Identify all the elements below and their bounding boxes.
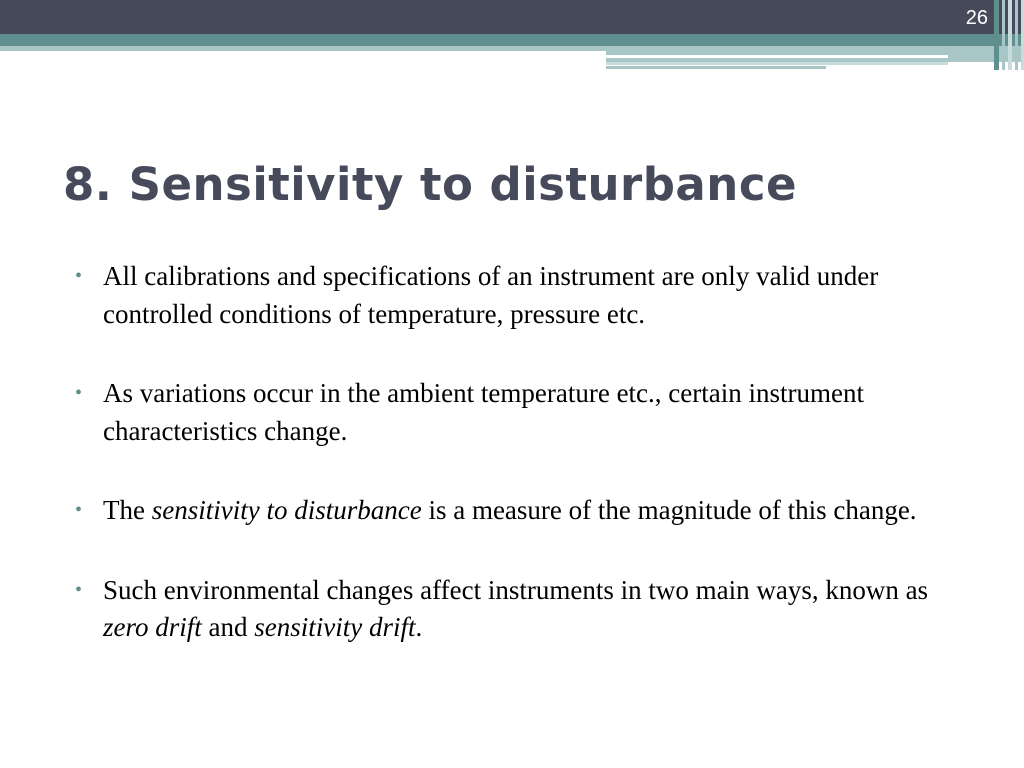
slide-number: 26 (965, 7, 988, 29)
emphasized-term: sensitivity to disturbance (151, 495, 422, 525)
bullet-text-segment: Such environmental changes affect instruments in two main ways, known as (103, 574, 929, 605)
bullet-text (103, 495, 917, 525)
emphasized-term: zero drift (103, 612, 202, 642)
header-accent-band (0, 34, 1024, 46)
bullet-text-segment: . (415, 612, 423, 642)
header-divider-line (606, 55, 948, 58)
emphasized-term: sensitivity drift (254, 612, 416, 642)
header-accent-block (606, 46, 1024, 62)
bullet-text-segment: is a measure of the magnitude of this change. (421, 495, 917, 525)
bullet-text: All calibrations and specifications of an instrument are only valid under controlled conditions of temperature, pressure etc. (103, 261, 879, 329)
bullet-text-segment: The (103, 495, 152, 525)
slide-title: 8. Sensitivity to disturbance (63, 158, 798, 211)
bullet-marker: • (75, 499, 83, 521)
header-divider-line (606, 66, 826, 69)
bullet-text (103, 575, 928, 643)
bullet-list (75, 258, 955, 647)
header-divider-line (606, 62, 948, 65)
bullet-item (75, 572, 955, 647)
header-vertical-bars (994, 0, 1024, 70)
bullet-marker: • (75, 578, 83, 601)
header-band (0, 0, 1024, 34)
bullet-item (75, 375, 955, 450)
bullet-marker: • (75, 382, 83, 404)
bullet-text: As variations occur in the ambient temperature etc., certain instrument characteristics change. (103, 378, 864, 446)
bullet-item (75, 258, 955, 333)
bullet-marker: • (75, 265, 83, 287)
header-accent-strip (0, 46, 606, 51)
bullet-item (75, 492, 955, 530)
bullet-text-segment: and (201, 612, 255, 642)
